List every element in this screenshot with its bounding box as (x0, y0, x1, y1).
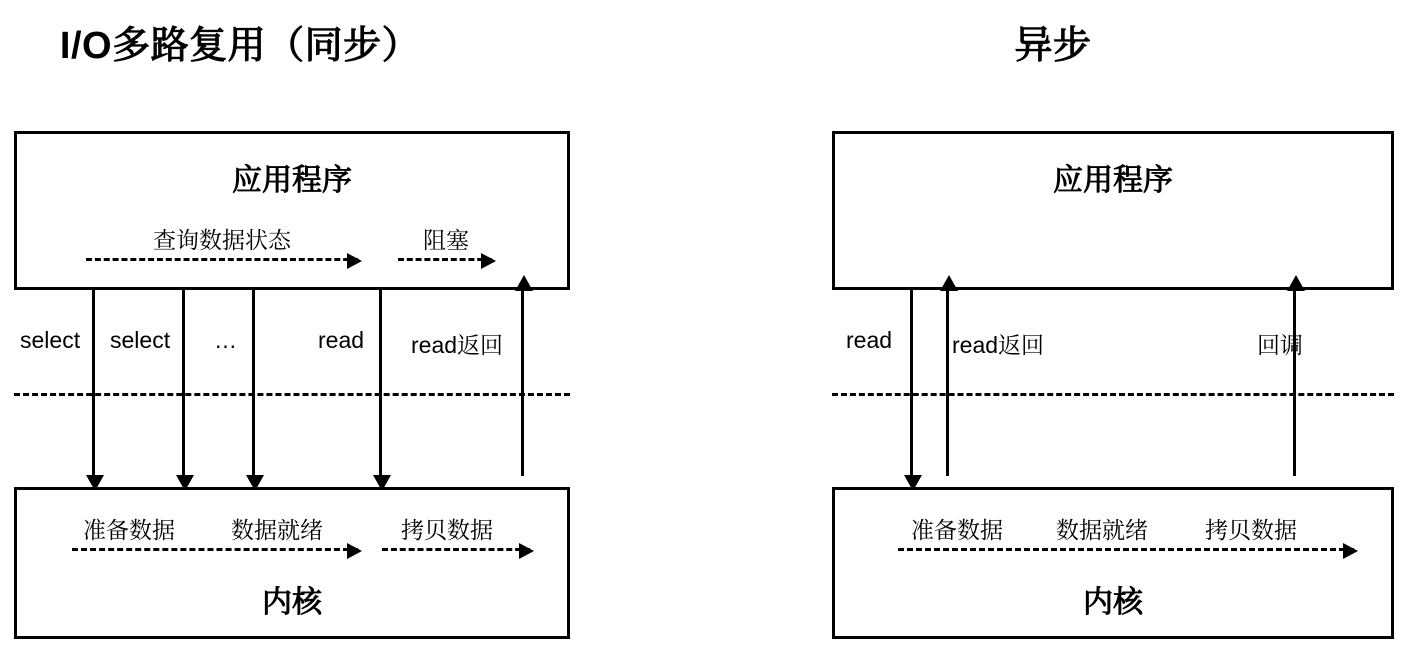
kernel-flow-label-copy-left: 拷贝数据 (401, 517, 493, 543)
kernel-box-label-right: 内核 (1083, 586, 1143, 619)
call-label-callback: 回调 (1257, 332, 1303, 358)
kernel-flow-arrow-1-left (72, 548, 358, 551)
call-arrow-read-right (910, 290, 913, 476)
kernel-flow-arrow-2-left (382, 548, 530, 551)
application-box-label-right: 应用程序 (1053, 164, 1173, 197)
call-label-read-return: read返回 (411, 332, 504, 358)
kernel-flow-label-ready-left: 数据就绪 (231, 517, 323, 543)
diagram-io-multiplexing (0, 0, 700, 668)
kernel-flow-arrow-right (898, 548, 1354, 551)
call-label-select-1: select (20, 327, 81, 353)
kernel-flow-label-prepare-left: 准备数据 (83, 517, 175, 543)
call-label-ellipsis: … (214, 327, 237, 353)
call-arrow-read-return (521, 290, 524, 476)
application-box-label-left: 应用程序 (232, 164, 352, 197)
call-label-select-2: select (110, 327, 171, 353)
call-arrow-ellipsis (252, 290, 255, 476)
kernel-box-label-left: 内核 (262, 586, 322, 619)
user-flow-label-query: 查询数据状态 (153, 227, 291, 253)
user-flow-arrow-block (398, 258, 492, 261)
call-arrow-callback (1293, 290, 1296, 476)
call-arrow-read-return-right (946, 290, 949, 476)
diagram-title-right: 异步 (1014, 25, 1092, 67)
call-label-read: read (318, 327, 365, 353)
call-arrow-select-1 (92, 290, 95, 476)
kernel-flow-label-prepare-right: 准备数据 (911, 517, 1003, 543)
user-kernel-divider-left (14, 393, 570, 396)
call-label-read-right: read (846, 327, 893, 353)
user-kernel-divider-right (832, 393, 1394, 396)
user-flow-arrow-query (86, 258, 358, 261)
kernel-flow-label-copy-right: 拷贝数据 (1205, 517, 1297, 543)
call-arrow-select-2 (182, 290, 185, 476)
diagram-title-left: I/O多路复用（同步） (59, 25, 421, 67)
call-arrow-read (379, 290, 382, 476)
call-label-read-return-right: read返回 (952, 332, 1045, 358)
kernel-flow-label-ready-right: 数据就绪 (1056, 517, 1148, 543)
user-flow-label-block: 阻塞 (423, 227, 469, 253)
diagram-async (700, 0, 1406, 668)
